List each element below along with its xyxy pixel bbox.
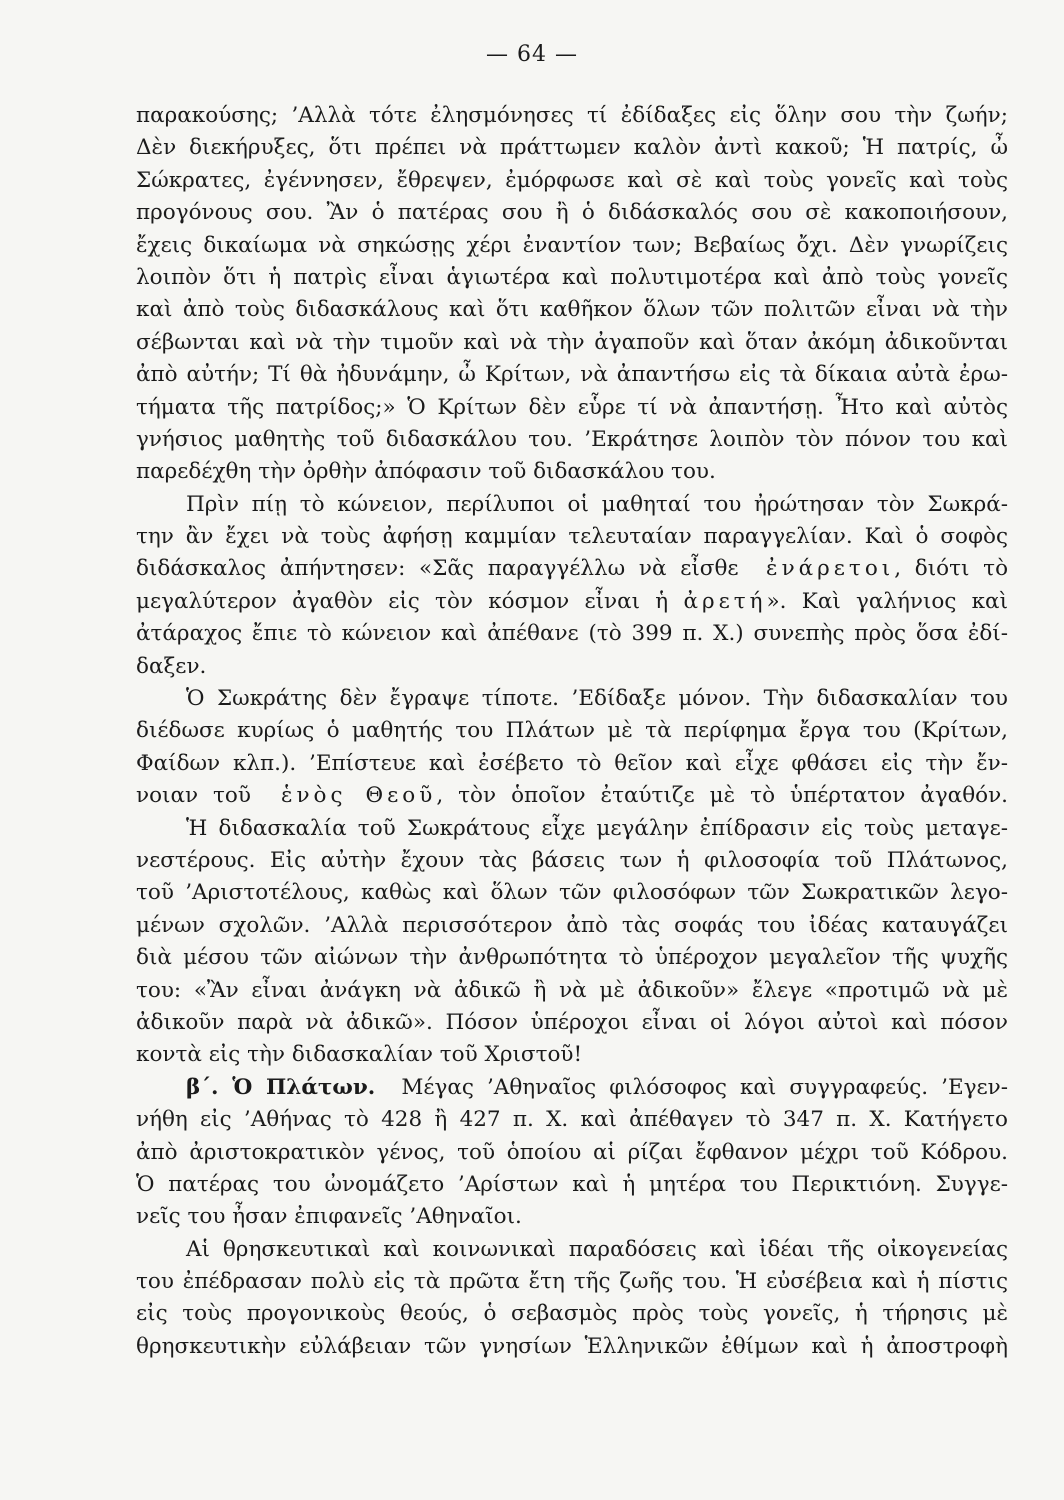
page-number: — 64 — xyxy=(486,42,578,67)
text-line: Πρὶν πίῃ τὸ κώνειον, περίλυποι οἱ μαθηταί του ἠρώτησαν τὸν Σωκρά- xyxy=(186,491,1008,517)
text-line: παρακούσης; ’Αλλὰ τότε ἐλησμόνησες τί ἐδίδαξες εἰς ὅλην σου τὴν ζωήν; xyxy=(136,103,1008,128)
text-line: νεστέρους. Εἰς αὐτὴν ἔχουν τὰς βάσεις των ἡ φιλοσοφία τοῦ Πλάτωνος, xyxy=(136,847,1008,873)
emphasized-word: ἐνάρετοι xyxy=(766,556,895,582)
text-line: Ὁ πατέρας του ὠνομάζετο ’Αρίστων καὶ ἡ μητέρα του Περικτιόνη. Συγγε- xyxy=(136,1171,1008,1197)
text-line: Αἱ θρησκευτικαὶ καὶ κοινωνικαὶ παραδόσεις καὶ ἰδέαι τῆς οἰκογενείας xyxy=(186,1236,1008,1262)
text-segment: , διότι τὸ xyxy=(894,556,1009,582)
emphasized-word: ἀρετή xyxy=(683,588,767,614)
text-line: του ἐπέδρασαν πολὺ εἰς τὰ πρῶτα ἔτη τῆς ζωῆς του. Ἡ εὐσέβεια καὶ ἡ πίστις xyxy=(136,1269,1008,1295)
text-line: ἔχεις δικαίωμα νὰ σηκώσῃς χέρι ἐναντίον των; Βεβαίως ὄχι. Δὲν γνωρίζεις xyxy=(136,232,1008,258)
text-line: εἰς τοὺς προγονικοὺς θεούς, ὁ σεβασμὸς πρὸς τοὺς γονεῖς, ἡ τήρησις μὲ xyxy=(136,1301,1008,1327)
text-line: νήθη εἰς ’Αθήνας τὸ 428 ἢ 427 π. Χ. καὶ ἀπέθαγεν τὸ 347 π. Χ. Κατήγετο xyxy=(136,1107,1008,1133)
text-line: διέδωσε κυρίως ὁ μαθητής του Πλάτων μὲ τὰ περίφημα ἔργα του (Κρίτων, xyxy=(136,718,1008,744)
text-line: την ἂν ἔχει νὰ τοὺς ἀφήσῃ καμμίαν τελευταίαν παραγγελίαν. Καὶ ὁ σοφὸς xyxy=(136,524,1008,550)
text-line: Ἡ διδασκαλία τοῦ Σωκράτους εἶχε μεγάλην ἐπίδρασιν εἰς τοὺς μεταγε- xyxy=(186,815,1008,841)
text-line xyxy=(136,780,1008,812)
text-segment: διδάσκαλος ἀπήντησεν: «Σᾶς παραγγέλλω νὰ εἶσθε xyxy=(136,556,739,582)
text-line: λοιπὸν ὅτι ἡ πατρὶς εἶναι ἁγιωτέρα καὶ πολυτιμοτέρα καὶ ἀπὸ τοὺς γονεῖς xyxy=(136,264,1008,290)
text-line: ἀπὸ ἀριστοκρατικὸν γένος, τοῦ ὁποίου αἱ ρίζαι ἔφθανον μέχρι τοῦ Κόδρου. xyxy=(136,1139,1008,1165)
text-line xyxy=(136,1072,1008,1104)
text-line: νεῖς του ἦσαν ἐπιφανεῖς ’Αθηναῖοι. xyxy=(136,1204,522,1230)
text-segment: Μέγας ’Αθηναῖος φιλόσοφος καὶ συγγραφεύς. ’Εγεν- xyxy=(401,1074,1009,1100)
text-line: καὶ ἀπὸ τοὺς διδασκάλους καὶ ὅτι καθῆκον ὅλων τῶν πολιτῶν εἶναι νὰ τὴν xyxy=(136,297,1008,323)
text-line: ἀπὸ αὐτήν; Τί θὰ ἠδυνάμην, ὦ Κρίτων, νὰ ἀπαντήσω εἰς τὰ δίκαια αὐτὰ ἐρω- xyxy=(136,362,1008,388)
text-line: δαξεν. xyxy=(136,653,207,679)
text-line: Δὲν διεκήρυξες, ὅτι πρέπει νὰ πράττωμεν καλὸν ἀντὶ κακοῦ; Ἡ πατρίς, ὦ xyxy=(136,135,1008,161)
text-line: μένων σχολῶν. ’Αλλὰ περισσότερον ἀπὸ τὰς σοφάς του ἰδέας καταυγάζει xyxy=(136,912,1008,938)
text-line: κοντὰ εἰς τὴν διδασκαλίαν τοῦ Χριστοῦ! xyxy=(136,1042,583,1068)
text-line xyxy=(136,553,1008,585)
text-segment: ». Καὶ γαλήνιος καὶ xyxy=(766,588,1009,614)
text-line: Φαίδων κλπ.). ’Επίστευε καὶ ἐσέβετο τὸ θεῖον καὶ εἶχε φθάσει εἰς τὴν ἔν- xyxy=(136,750,1008,776)
text-line: θρησκευτικὴν εὐλάβειαν τῶν γνησίων Ἑλληνικῶν ἐθίμων καὶ ἡ ἀποστροφὴ xyxy=(136,1333,1008,1359)
text-line: Ὁ Σωκράτης δὲν ἔγραψε τίποτε. ’Εδίδαξε μόνον. Τὴν διδασκαλίαν του xyxy=(186,686,1008,712)
text-segment: , τὸν ὁποῖον ἐταύτιζε μὲ τὸ ὑπέρτατον ἀγαθόν. xyxy=(436,783,1008,809)
text-segment: μεγαλύτερον ἀγαθὸν εἰς τὸν κόσμον εἶναι ἡ xyxy=(136,588,669,614)
text-line: τοῦ ’Αριστοτέλους, καθὼς καὶ ὅλων τῶν φιλοσόφων τῶν Σωκρατικῶν λεγο- xyxy=(136,880,1008,906)
section-heading: β΄. Ὁ Πλάτων. xyxy=(186,1074,376,1100)
text-segment: νοιαν τοῦ xyxy=(136,783,251,809)
body-text xyxy=(136,100,1008,1363)
text-line: προγόνους σου. Ἂν ὁ πατέρας σου ἢ ὁ διδάσκαλός σου σὲ κακοποιήσουν, xyxy=(136,200,1008,226)
text-line: τήματα τῆς πατρίδος;» Ὁ Κρίτων δὲν εὗρε τί νὰ ἀπαντήσῃ. Ἦτο καὶ αὐτὸς xyxy=(136,394,1008,420)
text-line: παρεδέχθη τὴν ὀρθὴν ἀπόφασιν τοῦ διδασκάλου του. xyxy=(136,459,716,485)
text-line: ἀδικοῦν παρὰ νὰ ἀδικῶ». Πόσον ὑπέροχοι εἶναι οἱ λόγοι αὐτοὶ καὶ πόσον xyxy=(136,1009,1008,1035)
emphasized-word: ἑνὸς Θεοῦ xyxy=(280,783,437,809)
text-line: του: «Ἂν εἶναι ἀνάγκη νὰ ἀδικῶ ἢ νὰ μὲ ἀδικοῦν» ἔλεγε «προτιμῶ νὰ μὲ xyxy=(136,977,1008,1003)
text-line: Σώκρατες, ἐγέννησεν, ἔθρεψεν, ἐμόρφωσε καὶ σὲ καὶ τοὺς γονεῖς καὶ τοὺς xyxy=(136,167,1008,193)
text-line xyxy=(136,586,1008,618)
text-line: γνήσιος μαθητὴς τοῦ διδασκάλου του. ’Εκράτησε λοιπὸν τὸν πόνον του καὶ xyxy=(136,426,1008,452)
text-line: ἀτάραχος ἔπιε τὸ κώνειον καὶ ἀπέθανε (τὸ 399 π. Χ.) συνεπὴς πρὸς ὅσα ἐδί- xyxy=(136,621,1008,647)
text-line: σέβωνται καὶ νὰ τὴν τιμοῦν καὶ νὰ τὴν ἀγαποῦν καὶ ὅταν ἀκόμη ἀδικοῦνται xyxy=(136,329,1008,355)
text-line: διὰ μέσου τῶν αἰώνων τὴν ἀνθρωπότητα τὸ ὑπέροχον μεγαλεῖον τῆς ψυχῆς xyxy=(136,945,1008,971)
